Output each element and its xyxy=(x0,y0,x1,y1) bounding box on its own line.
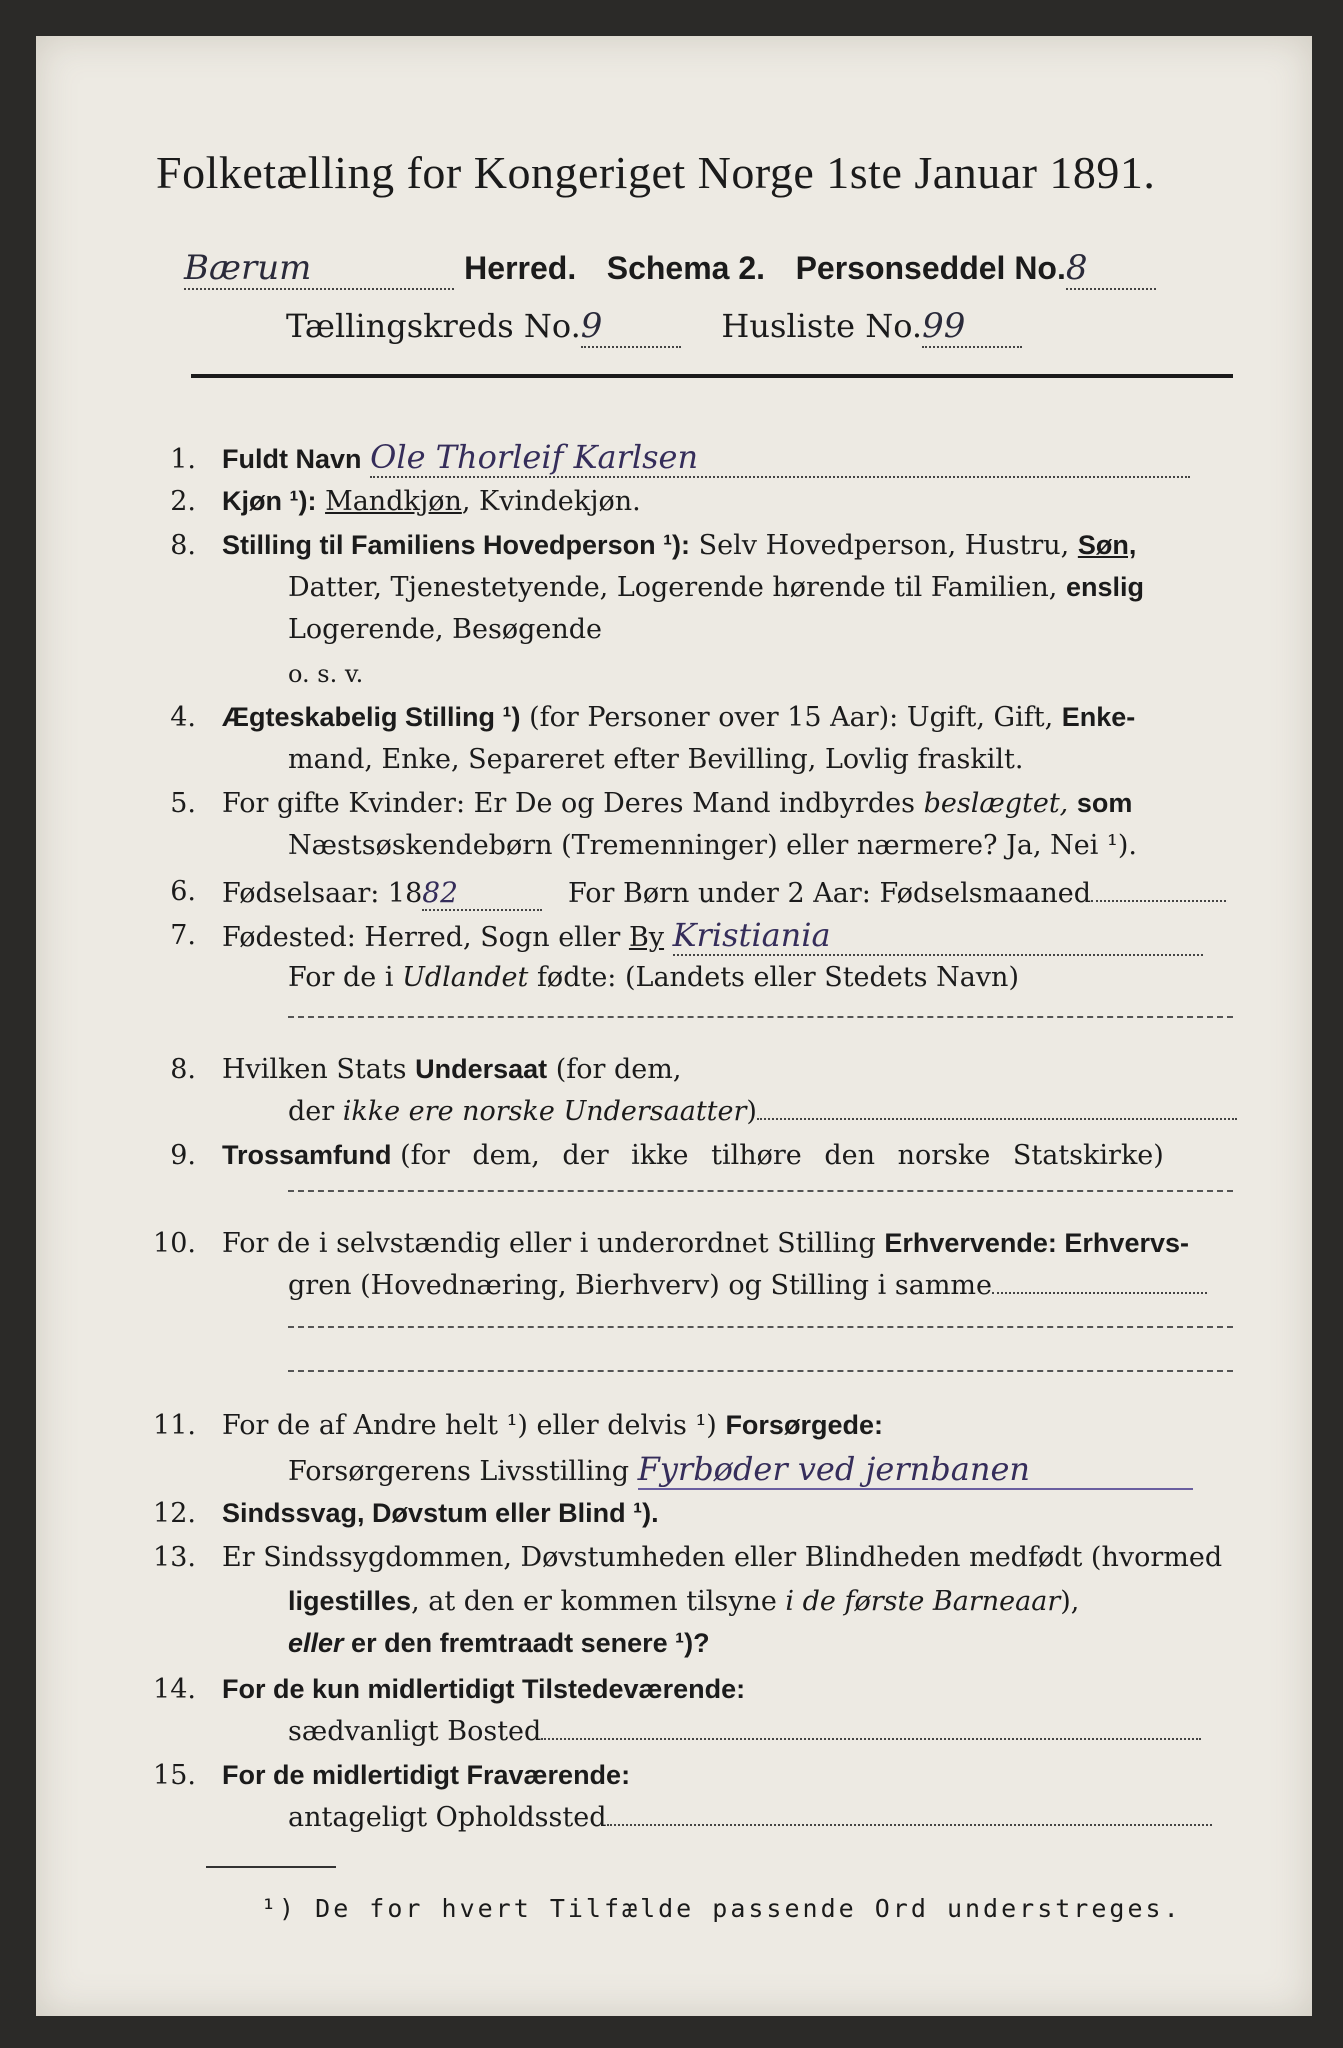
q7-number: 7. xyxy=(170,920,196,951)
q13-number: 13. xyxy=(153,1542,196,1573)
q8-der: der xyxy=(288,1096,343,1127)
q3-son: Søn, xyxy=(1077,530,1137,560)
q14-dots xyxy=(541,1718,1201,1740)
q2-rest: , Kvindekjøn. xyxy=(461,486,641,517)
q1-label: Fuldt Navn xyxy=(222,444,362,474)
q4-label: Ægteskabelig Stilling ¹) xyxy=(222,702,521,732)
q6-fodselsmaaned: For Børn under 2 Aar: Fødselsmaaned xyxy=(568,878,1092,909)
q4-line1 xyxy=(222,702,1135,733)
q13-text3b: er den fremtraadt senere ¹)? xyxy=(343,1628,710,1658)
q5-line2: Næstsøskendebørn (Tremenninger) eller nærmere? Ja, Nei ¹). xyxy=(288,830,1137,861)
q8-ikke: ikke ere norske Undersaatter xyxy=(342,1096,747,1127)
q4-number: 4. xyxy=(170,702,196,733)
q7-line2 xyxy=(288,962,1019,993)
q3-line2 xyxy=(288,572,1144,603)
q2-number: 2. xyxy=(170,486,196,517)
q1-value: Ole Thorleif Karlsen xyxy=(370,438,1190,478)
q5-number: 5. xyxy=(170,788,196,819)
q7-line1 xyxy=(222,916,1203,956)
q11-livsstilling-label: Forsørgerens Livsstilling xyxy=(288,1456,630,1487)
husliste-value: 99 xyxy=(922,306,1022,348)
q7-label: Fødested: Herred, Sogn eller xyxy=(222,922,621,953)
q13-ligestilles: ligestilles xyxy=(288,1586,412,1616)
q12-number: 12. xyxy=(153,1498,196,1529)
q7-by: By xyxy=(628,922,665,953)
taellingskreds-label: Tællingskreds No. xyxy=(286,307,581,345)
q3-number: 8. xyxy=(170,530,196,561)
q7-text-b: fødte: (Landets eller Stedets Navn) xyxy=(528,962,1019,993)
q11-number: 11. xyxy=(153,1410,196,1441)
q10-number: 10. xyxy=(153,1228,196,1259)
herred-label: Herred. xyxy=(464,250,577,286)
q13-line3 xyxy=(288,1628,710,1659)
q6-value: 82 xyxy=(422,876,542,911)
q4-options1: (for Personer over 15 Aar): Ugift, Gift, xyxy=(529,702,1054,733)
q3-line3: Logerende, Besøgende xyxy=(288,614,602,645)
q8-line1 xyxy=(222,1054,681,1085)
q5-beslaegtet: beslægtet, xyxy=(923,788,1069,819)
q5-line1 xyxy=(222,788,1132,819)
q8-number: 8. xyxy=(170,1054,196,1085)
q7-text-a: For de i xyxy=(288,962,403,993)
q10-text: For de i selvstændig eller i underordnet Stilling xyxy=(222,1228,876,1259)
census-form xyxy=(36,36,1312,2016)
q1-number: 1. xyxy=(170,444,196,475)
q4-line2: mand, Enke, Separeret efter Bevilling, Lovlig fraskilt. xyxy=(288,744,1024,775)
q8-text-c: (for dem, xyxy=(547,1054,682,1085)
q5-text: For gifte Kvinder: Er De og Deres Mand indbyrdes xyxy=(222,788,915,819)
q11-text: For de af Andre helt ¹) eller delvis ¹) xyxy=(222,1410,717,1441)
q6-number: 6. xyxy=(170,876,196,907)
q14-line2 xyxy=(288,1716,1201,1747)
herred-line xyxy=(184,248,1156,290)
q5-som: som xyxy=(1076,788,1133,818)
q3-label: Stilling til Familiens Hovedperson ¹): xyxy=(222,530,691,560)
q7-udlandet: Udlandet xyxy=(402,962,529,993)
q6-label: Fødselsaar: 18 xyxy=(222,878,423,909)
q6-line xyxy=(222,876,1226,911)
husliste-label: Husliste No. xyxy=(721,307,923,345)
form-title: Folketælling for Kongeriget Norge 1ste Januar 1891. xyxy=(156,147,1156,198)
q13-barneaar: i de første Barneaar xyxy=(785,1586,1061,1617)
q15-number: 15. xyxy=(153,1760,196,1791)
q10-text2: gren (Hovednæring, Bierhverv) og Stilling i samme xyxy=(288,1270,993,1301)
q13-line2: ligestilles, at den er kommen tilsyne i de første Barneaar), xyxy=(288,1586,1080,1617)
q13-eller: eller xyxy=(288,1628,344,1658)
taellingskreds-value: 9 xyxy=(581,306,681,348)
q2-label: Kjøn ¹): xyxy=(222,486,317,516)
q9-text: (for dem, der ikke tilhøre den norske Statskirke) xyxy=(400,1140,1164,1171)
q10-line2 xyxy=(288,1270,1207,1301)
q13-line1: Er Sindssygdommen, Døvstumheden eller Blindheden medfødt (hvormed xyxy=(222,1542,1223,1573)
q3-line4: o. s. v. xyxy=(288,660,364,688)
q9-line xyxy=(222,1140,1164,1171)
footnote-rule xyxy=(206,1866,336,1868)
q15-dots xyxy=(607,1804,1212,1826)
q10-line1 xyxy=(222,1228,1189,1259)
q11-line1 xyxy=(222,1410,883,1441)
q8-undersaat: Undersaat xyxy=(415,1054,548,1084)
q9-answer-line xyxy=(288,1190,1233,1192)
q9-number: 9. xyxy=(170,1140,196,1171)
q13-text2b: , at den er kommen tilsyne xyxy=(411,1586,786,1617)
q6-dots xyxy=(1091,880,1226,902)
q14-number: 14. xyxy=(153,1674,196,1705)
q14-label: For de kun midlertidigt Tilstedeværende: xyxy=(222,1674,746,1704)
q8-line2: der ikke ere norske Undersaatter) xyxy=(288,1096,1237,1127)
q10-dots xyxy=(992,1272,1207,1294)
q14-bosted: sædvanligt Bosted xyxy=(288,1716,542,1747)
q15-label: For de midlertidigt Fraværende: xyxy=(222,1760,631,1790)
q3-enslig: enslig xyxy=(1065,572,1144,602)
q8-text-a: Hvilken Stats xyxy=(222,1054,416,1085)
q4-enke: Enke- xyxy=(1061,702,1136,732)
q7-answer-line xyxy=(288,1016,1233,1018)
herred-value: Bærum xyxy=(184,248,454,290)
personseddel-label: Personseddel No. xyxy=(795,250,1066,286)
q11-value: Fyrbøder ved jernbanen xyxy=(638,1450,1193,1490)
q10-erhvervende: Erhvervende: Erhvervs- xyxy=(884,1228,1189,1258)
q11-forsorgede: Forsørgede: xyxy=(725,1410,883,1440)
header-rule xyxy=(191,374,1233,378)
q11-line2 xyxy=(288,1450,1193,1490)
q3-line1 xyxy=(222,530,1136,561)
q9-label: Trossamfund xyxy=(222,1140,392,1170)
schema-label: Schema 2. xyxy=(606,250,766,286)
taellingskreds-line xyxy=(286,306,1022,348)
q1-line xyxy=(222,438,1190,478)
q7-value: Kristiania xyxy=(673,916,1203,956)
personseddel-value: 8 xyxy=(1066,248,1156,290)
q10-answer-line-2 xyxy=(288,1370,1233,1372)
q15-line2 xyxy=(288,1802,1212,1833)
q2-mandkjon: Mandkjøn xyxy=(325,486,462,517)
q8-dots xyxy=(757,1098,1237,1120)
footnote: ¹) De for hvert Tilfælde passende Ord understreges. xyxy=(261,1894,1182,1923)
q2-line xyxy=(222,486,641,517)
q10-answer-line-1 xyxy=(288,1326,1233,1328)
q3-options2: Datter, Tjenestetyende, Logerende hørende til Familien, xyxy=(288,572,1058,603)
q3-options1: Selv Hovedperson, Hustru, xyxy=(698,530,1070,561)
q15-opholdssted: antageligt Opholdssted xyxy=(288,1802,607,1833)
q12-label: Sindssvag, Døvstum eller Blind ¹). xyxy=(222,1498,659,1528)
